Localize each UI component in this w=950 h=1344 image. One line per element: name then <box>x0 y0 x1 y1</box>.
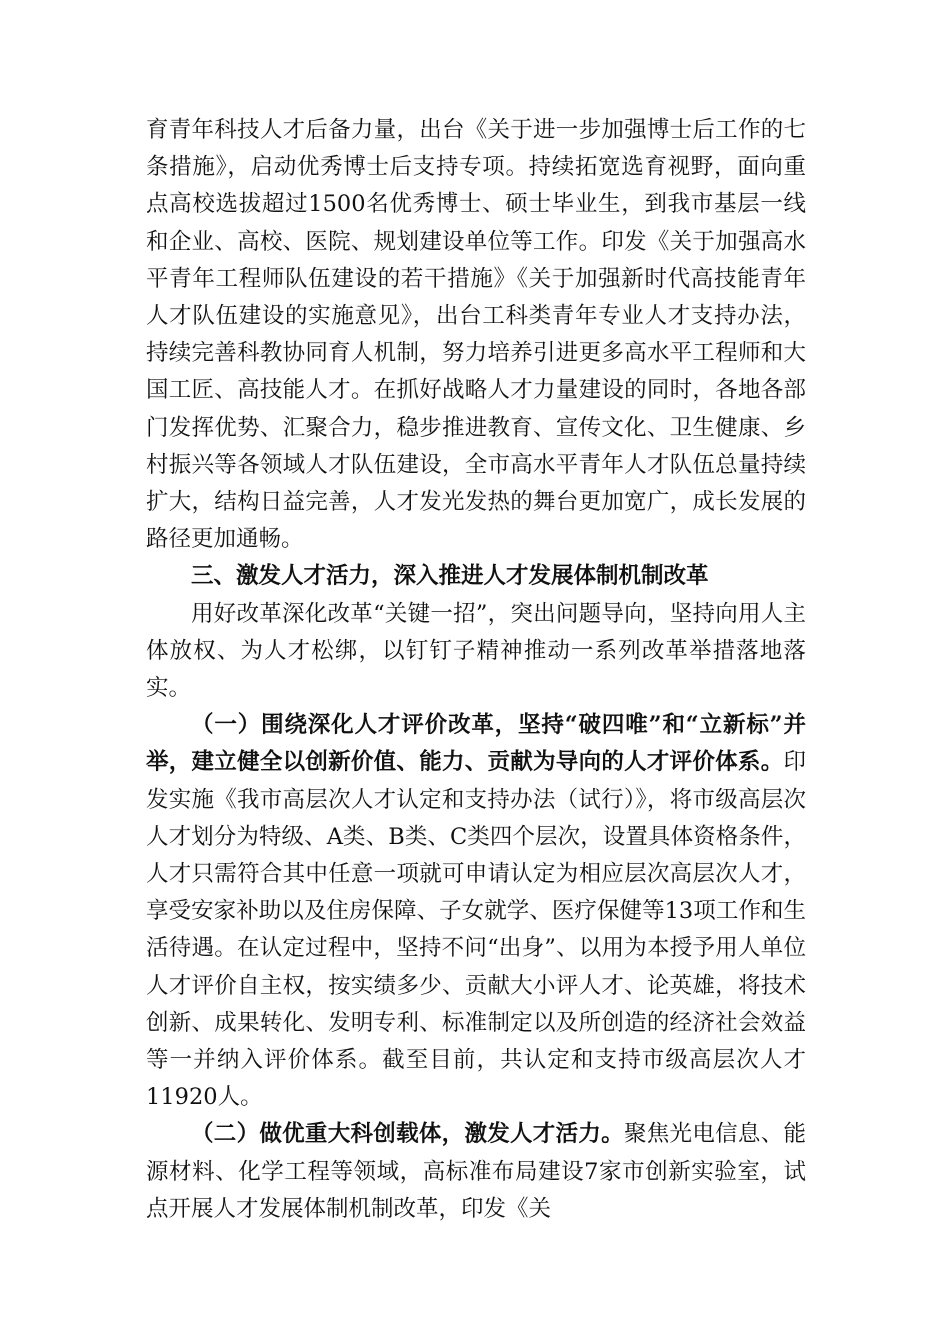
paragraph-reform-intro: 用好改革深化改革“关键一招”，突出问题导向，坚持向用人主体放权、为人才松绑，以钉钉子精神推动一系列改革举措落地落实。 <box>146 600 806 702</box>
section-heading-3: 三、激发人才活力，深入推进人才发展体制机制改革 <box>191 563 709 590</box>
item-2-body: 聚焦光电信息、能源材料、化学工程等领域，高标准布局建设7家市创新实验室，试点开展人才发展体制机制改革，印发《关 <box>146 1121 806 1222</box>
item-2-lead: （二）做优重大科创载体，激发人才活力。 <box>191 1121 624 1148</box>
paragraph-talent-reserve: 育青年科技人才后备力量，出台《关于进一步加强博士后工作的七条措施》，启动优秀博士后支持专项。持续拓宽选育视野，面向重点高校选拔超过1500名优秀博士、硕士毕业生，到我市基层一线和企业、高校、医院、规划建设单位等工作。印发《关于加强高水平青年工程师队伍建设的若干措施》《关于加强新时代高技能青年人才队伍建设的实施意见》，出台工科类青年专业人才支持办法，持续完善科教协同育人机制，努力培养引进更多高水平工程师和大国工匠、高技能人才。在抓好战略人才力量建设的同时，各地各部门发挥优势、汇聚合力，稳步推进教育、宣传文化、卫生健康、乡村振兴等各领域人才队伍建设，全市高水平青年人才队伍总量持续扩大，结构日益完善，人才发光发热的舞台更加宽广，成长发展的路径更加通畅。 <box>146 117 806 553</box>
item-1-body: 印发实施《我市高层次人才认定和支持办法（试行）》，将市级高层次人才划分为特级、A类、B类、C类四个层次，设置具体资格条件，人才只需符合其中任意一项就可申请认定为相应层次高层次人才，享受安家补助以及住房保障、子女就学、医疗保健等13项工作和生活待遇。在认定过程中，坚持不问“出身”、以用为本授予用人单位人才评价自主权，按实绩多少、贡献大小评人才、论英雄，将技术创新、成果转化、发明专利、标准制定以及所创造的经济社会效益等一并纳入评价体系。截至目前，共认定和支持市级高层次人才11920人。 <box>146 749 806 1111</box>
item-1-lead: （一）围绕深化人才评价改革，坚持“破四唯”和“立新标”并举，建立健全以创新价值、能力、贡献为导向的人才评价体系。 <box>146 712 806 776</box>
document-body <box>146 112 806 1228</box>
paragraph-item-2 <box>146 1116 806 1228</box>
paragraph-item-1 <box>146 707 806 1116</box>
